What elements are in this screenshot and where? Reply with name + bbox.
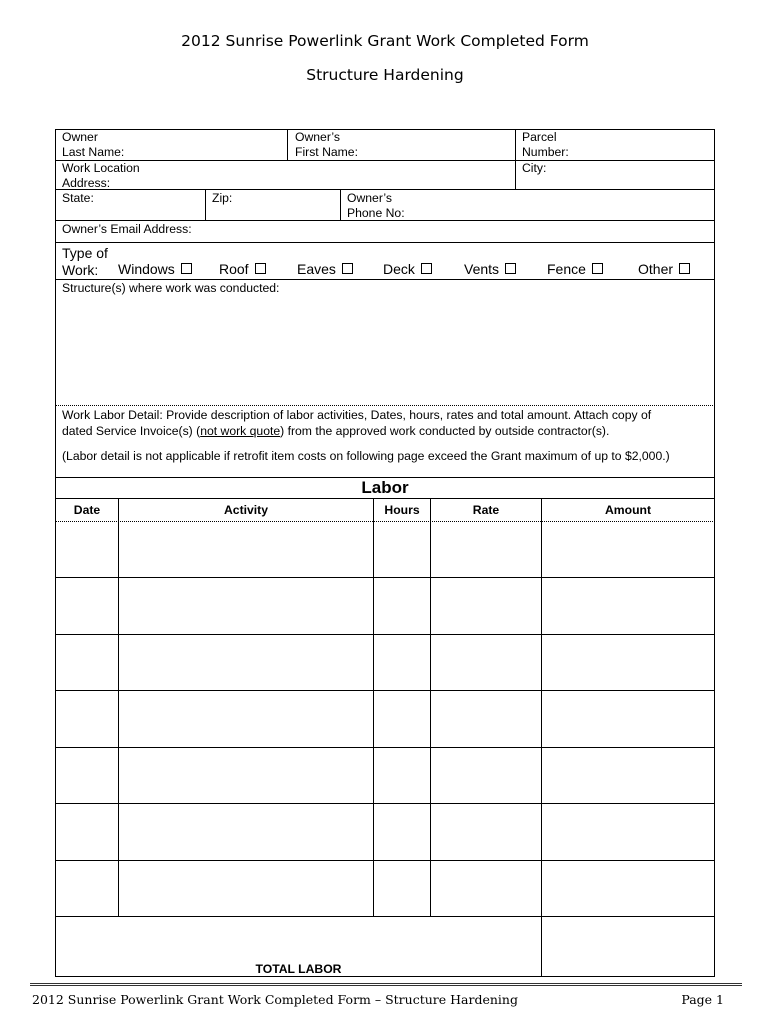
page-subtitle: Structure Hardening [306, 66, 464, 84]
checkbox-icon[interactable] [421, 263, 432, 274]
table-row[interactable] [56, 748, 714, 803]
zip-field[interactable]: Zip: [212, 191, 233, 205]
option-vents[interactable]: Vents [464, 262, 516, 277]
owner-last-name-field[interactable]: Owner Last Name: [62, 130, 125, 159]
option-roof[interactable]: Roof [219, 262, 266, 277]
option-other[interactable]: Other [638, 262, 690, 277]
table-row[interactable] [56, 804, 714, 860]
structures-label: Structure(s) where work was conducted: [62, 281, 280, 295]
city-field[interactable]: City: [522, 161, 547, 175]
parcel-number-field[interactable]: Parcel Number: [522, 130, 569, 159]
page-number: Page 1 [681, 992, 724, 1007]
footer-title: 2012 Sunrise Powerlink Grant Work Completed Form – Structure Hardening [32, 992, 518, 1007]
checkbox-icon[interactable] [342, 263, 353, 274]
total-labor-label: TOTAL LABOR [255, 962, 342, 976]
labor-detail-note: (Labor detail is not applicable if retrofit item costs on following page exceed the Grant maximum of up to $2,000.) [62, 449, 670, 463]
column-header-activity: Activity [223, 503, 269, 517]
table-row[interactable] [56, 861, 714, 916]
work-location-address-field[interactable]: Work Location Address: [62, 161, 140, 190]
table-row[interactable] [56, 578, 714, 634]
total-labor-amount-field[interactable] [542, 917, 714, 976]
column-header-hours: Hours [384, 503, 420, 517]
table-row[interactable] [56, 635, 714, 690]
option-deck[interactable]: Deck [383, 262, 432, 277]
option-windows[interactable]: Windows [118, 262, 192, 277]
checkbox-icon[interactable] [255, 263, 266, 274]
labor-table-title: Labor [361, 478, 409, 497]
option-fence[interactable]: Fence [547, 262, 603, 277]
option-eaves[interactable]: Eaves [297, 262, 353, 277]
footer-divider [30, 983, 742, 986]
column-header-rate: Rate [472, 503, 500, 517]
labor-detail-text: Work Labor Detail: Provide description of labor activities, Dates, hours, rates and total amount. Attach copy of dated Service Invoice(s) (not work quote) from the approved work conducted by outside contractor(s). [62, 408, 652, 438]
checkbox-icon[interactable] [181, 263, 192, 274]
owner-phone-field[interactable]: Owner’s Phone No: [347, 191, 405, 220]
column-header-amount: Amount [604, 503, 652, 517]
table-row[interactable] [56, 522, 714, 577]
checkbox-icon[interactable] [592, 263, 603, 274]
type-of-work-label: Type of Work: [62, 245, 108, 278]
column-header-date: Date [73, 503, 101, 517]
table-row[interactable] [56, 691, 714, 747]
state-field[interactable]: State: [62, 191, 94, 205]
structures-text-area[interactable] [56, 296, 714, 404]
owner-email-field[interactable]: Owner’s Email Address: [62, 222, 192, 236]
checkbox-icon[interactable] [679, 263, 690, 274]
checkbox-icon[interactable] [505, 263, 516, 274]
owner-first-name-field[interactable]: Owner’s First Name: [295, 130, 358, 159]
page-title: 2012 Sunrise Powerlink Grant Work Completed Form [181, 32, 589, 50]
